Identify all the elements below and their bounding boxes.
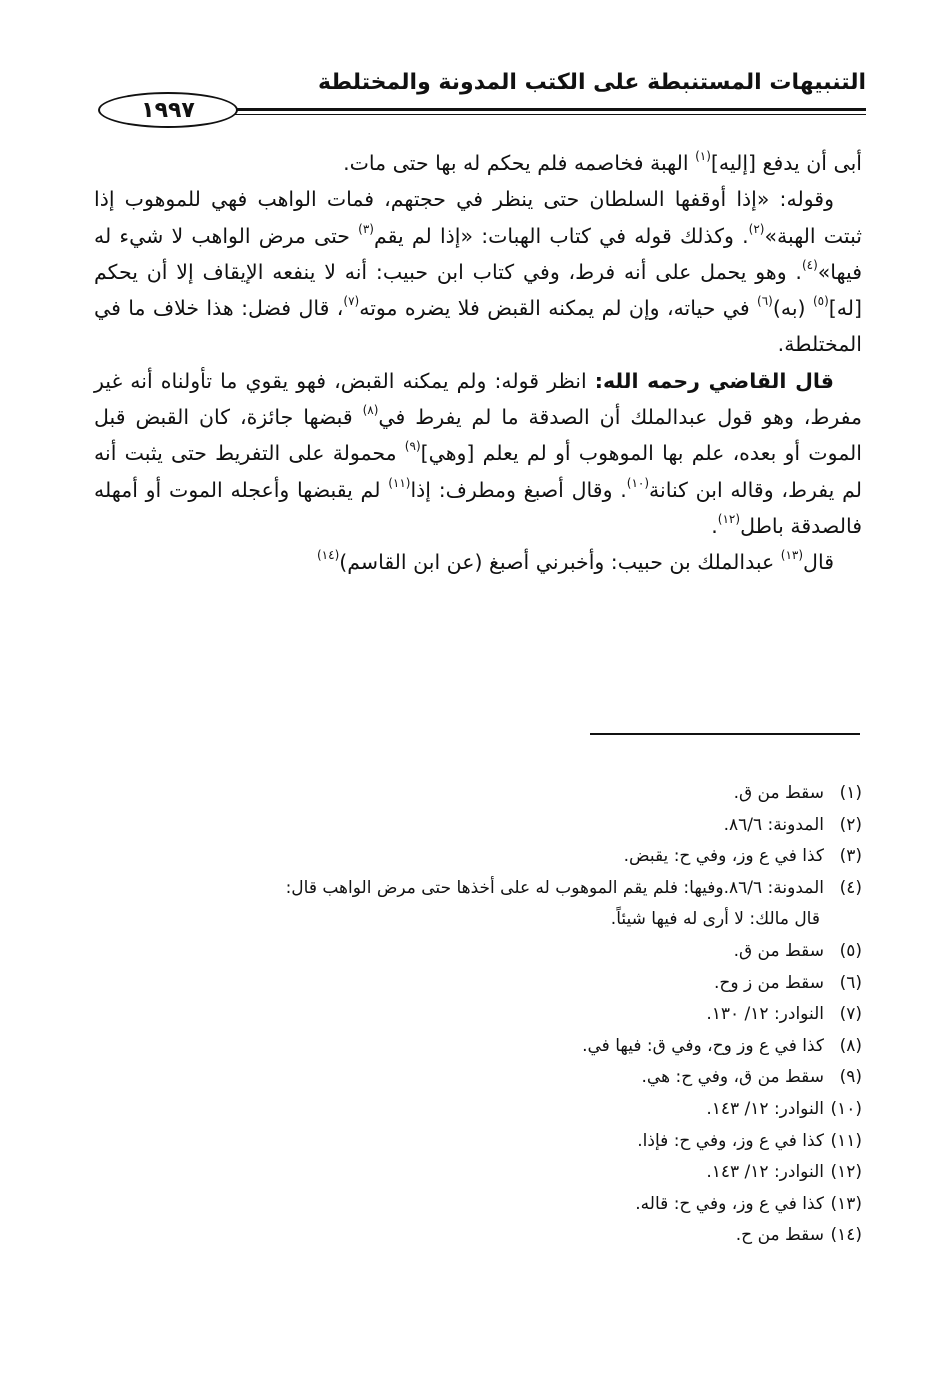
text-run: قبضها جائزة، كان القبض قبل الموت أو بعده، علم بها الموهوب أو لم يعلم [وهي] <box>94 405 862 466</box>
footnote-item <box>92 1031 862 1063</box>
footnote-ref-9: (٩) <box>404 439 421 454</box>
footnote-number: (١٣) <box>830 1193 862 1214</box>
footnote-ref-8: (٨) <box>362 403 379 418</box>
text-run: . وهو يحمل على أنه فرط، وفي كتاب ابن حبيب: أنه لا ينفعه الإيقاف إلا أن يحكم [له] <box>94 259 862 321</box>
footnote-text: كذا في ع وز، وفي ح: فإذا. <box>637 1130 824 1151</box>
footnote-item <box>92 1189 862 1221</box>
text-run: حتى مرض الواهب لا شيء له فيها» <box>94 223 862 284</box>
footnote-ref-14: (١٤) <box>316 548 340 563</box>
text-run: محمولة على التفريط حتى يثبت أنه لم يفرط، وقاله ابن كنانة <box>94 441 862 502</box>
text-run: قال <box>803 550 834 575</box>
paragraph-4 <box>94 544 862 580</box>
footnote-item <box>92 1126 862 1158</box>
footnote-number: (١٤) <box>830 1225 862 1246</box>
text-run: . <box>711 513 718 538</box>
page-header <box>0 0 938 130</box>
text-run: أبى أن يدفع [إليه] <box>710 151 862 175</box>
footnote-number: (٢) <box>839 814 862 835</box>
footnote-number: (١) <box>839 783 862 803</box>
page-number-oval <box>98 92 238 128</box>
footnote-number: (١٠) <box>830 1098 862 1119</box>
footnote-text: المدونة: ٨٦/٦. <box>723 814 824 835</box>
text-run: في حياته، وإن لم يمكنه القبض فلا يضره موته <box>359 296 758 321</box>
footnote-text: سقط من ق، وفي ح: هي. <box>641 1067 824 1088</box>
footnote-text: النوادر: ١٢/ ١٤٣. <box>706 1162 824 1183</box>
text-run: وقوله: «إذا أوقفها السلطان حتى ينظر في حجتهم، فمات الواهب فهي للموهوب إذا ثبتت الهبة» <box>94 187 862 248</box>
footnote-item <box>92 1062 862 1094</box>
footnote-item <box>92 873 862 905</box>
footnote-number: (٦) <box>839 972 862 993</box>
footnote-ref-7: (٧) <box>343 294 360 309</box>
paragraph-3 <box>94 363 862 544</box>
footnote-number: (١١) <box>830 1130 862 1151</box>
footnote-number: (٨) <box>839 1035 862 1056</box>
footnote-ref-5: (٥) <box>812 294 829 309</box>
text-run: عبدالملك بن حبيب: وأخبرني أصبغ (عن ابن القاسم) <box>339 550 781 575</box>
footnote-ref-4: (٤) <box>801 257 818 272</box>
paragraph-1 <box>94 145 862 181</box>
footnote-item <box>92 778 862 810</box>
running-title: التنبيهات المستنبطة على الكتب المدونة والمختلطة <box>317 70 866 95</box>
footnote-item <box>92 936 862 968</box>
footnote-text: كذا في ع وز وح، وفي ق: فيها في. <box>582 1035 824 1056</box>
text-run: لم يقبضها وأعجله الموت أو أمهله فالصدقة باطل <box>94 477 862 538</box>
footnote-item <box>92 1220 862 1252</box>
footnote-item <box>92 999 862 1031</box>
footnote-ref-12: (١٢) <box>717 511 741 526</box>
footnote-item <box>92 810 862 842</box>
footnote-number: (٤) <box>839 877 862 898</box>
footnote-ref-3: (٣) <box>358 221 374 236</box>
text-run: . وقال أصبغ ومطرف: إذا <box>410 477 627 502</box>
footnote-text: سقط من ق. <box>733 783 824 803</box>
paragraph-2 <box>94 181 862 362</box>
speaker-heading: قال القاضي رحمه الله: <box>594 368 834 393</box>
page-number: ١٩٩٧ <box>141 97 195 123</box>
footnote-number: (٣) <box>839 846 862 867</box>
footnote-text: كذا في ع وز، وفي ح: قاله. <box>635 1193 824 1214</box>
footnote-ref-2: (٢) <box>748 221 765 236</box>
footnote-continuation: قال مالك: لا أرى له فيها شيئاً. <box>610 909 820 930</box>
footnote-number: (٧) <box>839 1004 862 1025</box>
footnote-number: (١٢) <box>830 1162 862 1183</box>
footnote-text: النوادر: ١٢/ ١٣٠. <box>706 1004 824 1025</box>
main-text <box>94 145 862 581</box>
text-run: . وكذلك قوله في كتاب الهبات: «إذا لم يقم <box>373 223 749 248</box>
footnote-text: سقط من ح. <box>735 1225 824 1246</box>
footnote-text: كذا في ع وز، وفي ح: يقبض. <box>623 846 824 867</box>
footnote-item <box>92 1094 862 1126</box>
footnote-ref-10: (١٠) <box>626 475 650 490</box>
text-run: (به) <box>772 296 813 321</box>
footnote-ref-1: (١) <box>695 149 711 163</box>
footnotes <box>92 778 862 1252</box>
footnote-item <box>92 1157 862 1189</box>
footnote-number: (٥) <box>839 940 862 961</box>
footnote-ref-13: (١٣) <box>780 548 804 563</box>
footnote-item <box>92 841 862 873</box>
footnote-number: (٩) <box>839 1067 862 1088</box>
footnote-item <box>92 968 862 1000</box>
header-rule-thick <box>188 108 866 111</box>
text-run: ، قال فضل: هذا خلاف ما في المختلطة. <box>94 296 862 357</box>
text-run: الهبة فخاصمه فلم يحكم له بها حتى مات. <box>343 151 696 175</box>
footnote-ref-6: (٦) <box>757 294 773 309</box>
text-run: انظر قوله: ولم يمكنه القبض، فهو يقوي ما تأولناه أنه غير مفرط، وهو قول عبدالملك أن الصدقة ما لم يفرط في <box>94 368 863 430</box>
footnote-separator <box>590 733 860 735</box>
footnote-ref-11: (١١) <box>388 475 411 490</box>
footnote-text: سقط من ز وح. <box>713 972 824 993</box>
footnote-text: سقط من ق. <box>733 940 824 961</box>
header-rule-thin <box>188 114 866 115</box>
footnote-text: النوادر: ١٢/ ١٤٣. <box>706 1098 824 1119</box>
footnote-text: المدونة: ٨٦/٦.وفيها: فلم يقم الموهوب له على أخذها حتى مرض الواهب قال: <box>285 877 824 898</box>
